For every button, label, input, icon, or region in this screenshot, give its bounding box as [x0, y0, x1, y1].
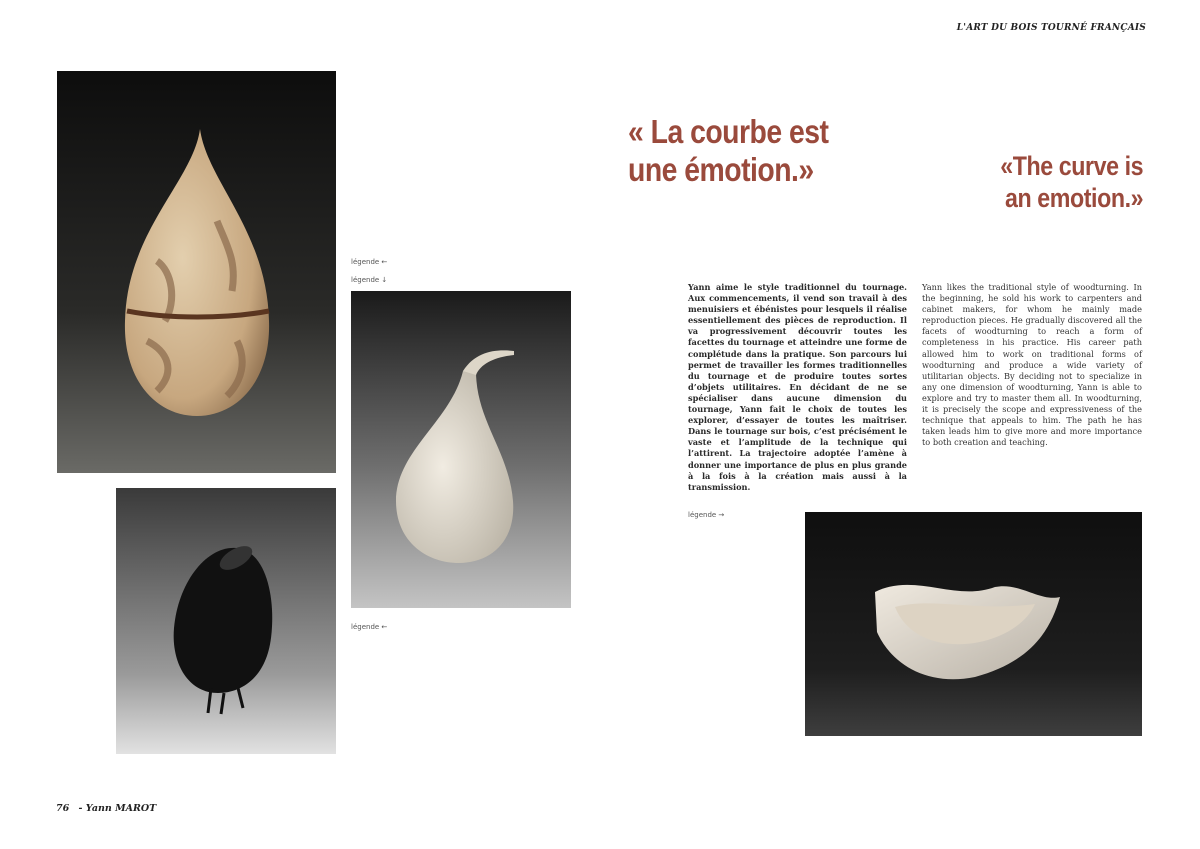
body-text-french: Yann aime le style traditionnel du tournage. Aux commencements, il vend son travail à des menuisiers et ébénistes pour lesquels il réalise essentiellement des pièces de reproduction. Il va progressivement découvrir toutes les facettes du tournage et atteindre une forme de complétude dans la pratique. Son parcours lui permet de travailler les formes traditionnelles du tournage et de produire toutes sortes d’objets utilitaires. En décidant de ne se spécialiser dans aucune dimension du tournage, Yann fait le choix de toutes les explorer, d’essayer de toutes les maîtriser. Dans le tournage sur bois, c’est précisément le vaste et l’amplitude de la technique qui l’attirent. La trajectoire adoptée l’amène à donner une importance de plus en plus grande à la fois à la création mais aussi à la transmission.: [688, 282, 907, 492]
footer-author: - Yann MAROT: [78, 803, 157, 814]
caption-1: légende ←: [351, 258, 388, 266]
body-text-english: Yann likes the traditional style of woodturning. In the beginning, he sold his work to carpenters and cabinet makers, for whom he mainly made reproduction pieces. He gradually discovered all the facets of woodturning to reach a form of completeness in his practice. His career path allowed him to work on traditional forms of woodturning and produce a wide variety of utilitarian objects. By deciding not to specialize in any one dimension of woodturning, Yann is able to explore and try to master them all. In woodturning, it is precisely the scope and expressiveness of the technique that appeals to him. The path he has taken leads him to give more and more importance to both creation and teaching.: [922, 282, 1142, 448]
pull-quote-english-line-2: an emotion.»: [1004, 183, 1143, 213]
photo-white-gourd-vessel: [351, 291, 571, 608]
photo-shell-bowl: [805, 512, 1142, 736]
page-number: 76: [56, 803, 70, 814]
caption-2: légende ↓: [351, 276, 388, 284]
pull-quote-english-line-1: «The curve is: [1000, 151, 1143, 181]
page-footer: [56, 803, 156, 814]
pull-quote-french: [628, 113, 828, 189]
photo-black-egg-vessel: [116, 488, 336, 754]
running-title: L'ART DU BOIS TOURNÉ FRANÇAIS: [956, 23, 1146, 33]
pull-quote-french-line-1: « La courbe est: [628, 113, 829, 150]
caption-4: légende →: [688, 511, 725, 519]
caption-3: légende ←: [351, 623, 388, 631]
pull-quote-french-line-2: une émotion.»: [628, 151, 814, 188]
pull-quote-english: [1000, 150, 1143, 214]
photo-drop-vessel: [57, 71, 336, 473]
